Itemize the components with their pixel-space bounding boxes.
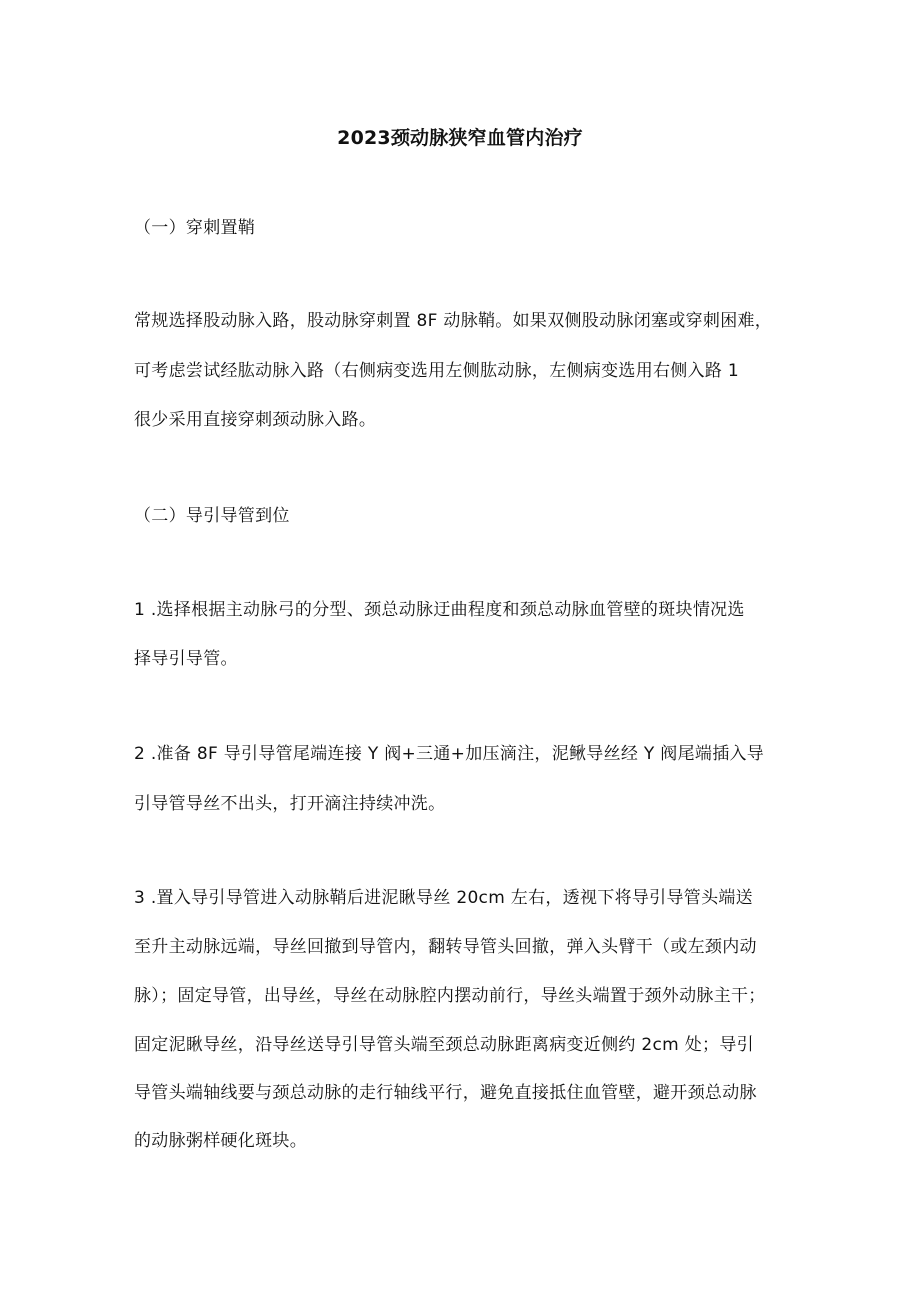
document-title: 2023颈动脉狭窄血管内治疗 — [337, 127, 583, 149]
list-item-line: 2 .准备 8F 导引导管尾端连接 Y 阀+三通+加压滴注，泥鳅导丝经 Y 阀尾端插入导 — [134, 744, 765, 764]
list-item-line: 引导管导丝不出头，打开滴注持续冲洗。 — [134, 794, 446, 814]
list-item-line: 导管头端轴线要与颈总动脉的走行轴线平行，避免直接抵住血管壁，避开颈总动脉 — [134, 1083, 757, 1103]
list-item-line: 至升主动脉远端，导丝回撤到导管内，翻转导管头回撤，弹入头臂干（或左颈内动 — [134, 937, 757, 957]
list-item-line: 的动脉粥样硬化斑块。 — [134, 1131, 307, 1151]
section-heading-2: （二）导引导管到位 — [134, 506, 290, 526]
section-heading-1: （一）穿刺置鞘 — [134, 218, 256, 238]
paragraph-line: 可考虑尝试经肱动脉入路（右侧病变选用左侧肱动脉，左侧病变选用右侧入路 1 — [134, 361, 740, 381]
list-item-line: 3 .置入导引导管进入动脉鞘后进泥瞅导丝 20cm 左右，透视下将导引导管头端送 — [134, 888, 753, 908]
paragraph-line: 很少采用直接穿刺颈动脉入路。 — [134, 410, 377, 430]
list-item-line: 脉）；固定导管，出导丝，导丝在动脉腔内摆动前行，导丝头端置于颈外动脉主干； — [134, 986, 766, 1006]
list-item-line: 择导引导管。 — [134, 649, 238, 669]
list-item-line: 1 .选择根据主动脉弓的分型、颈总动脉迂曲程度和颈总动脉血管壁的斑块情况选 — [134, 600, 745, 620]
paragraph-line: 常规选择股动脉入路，股动脉穿刺置 8F 动脉鞘。如果双侧股动脉闭塞或穿刺困难， — [134, 311, 773, 331]
list-item-line: 固定泥瞅导丝，沿导丝送导引导管头端至颈总动脉距离病变近侧约 2cm 处；导引 — [134, 1035, 754, 1055]
